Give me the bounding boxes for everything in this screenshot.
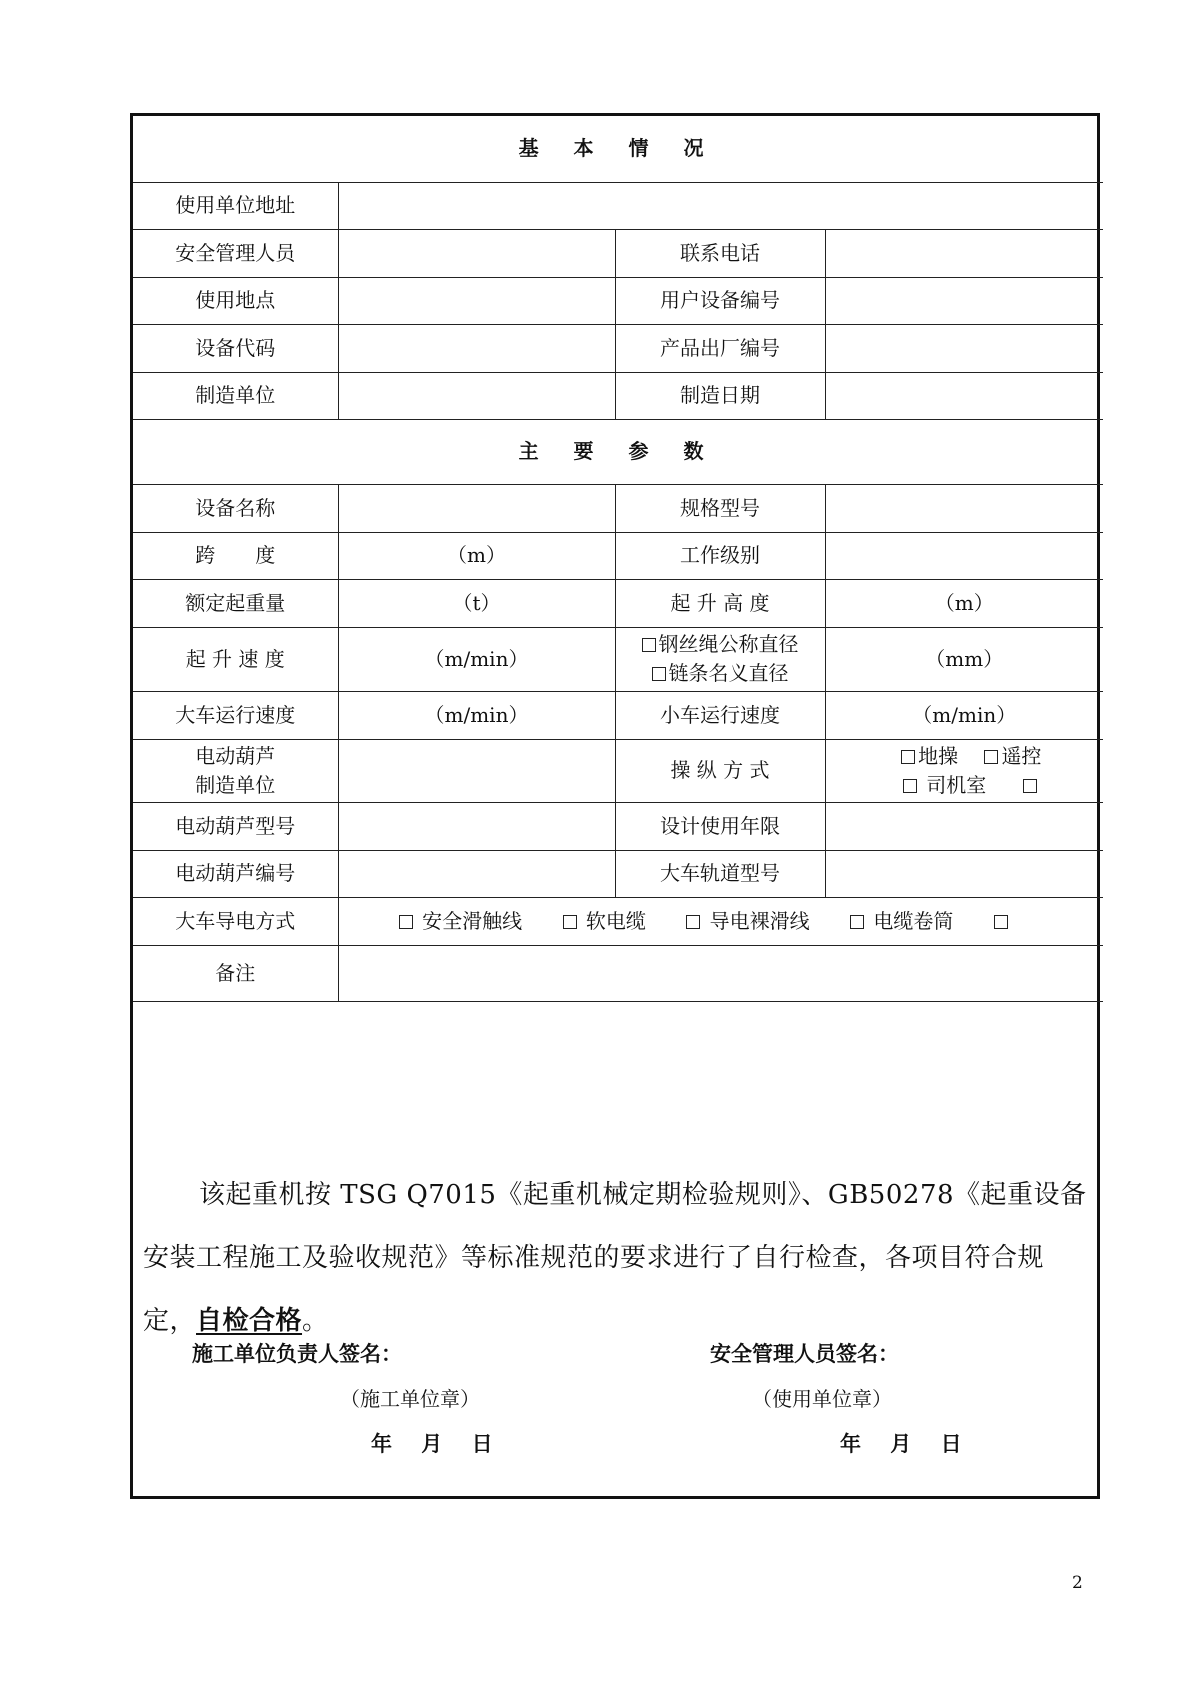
control-option-label: 司机室 — [926, 772, 987, 797]
hoist-manufacturer-line1: 电动葫芦 — [195, 743, 276, 768]
power-option-label: 电缆卷筒 — [873, 908, 954, 933]
checkbox-soft-cable[interactable] — [563, 915, 577, 929]
contractor-date: 年 月 日 — [371, 1432, 493, 1456]
power-option-label: 导电裸滑线 — [709, 908, 810, 933]
statement-line: 安装工程施工及验收规范》等标准规范的要求进行了自行检查，各项目符合规 — [143, 1243, 1045, 1273]
checkbox-remote[interactable] — [984, 750, 998, 764]
safety-manager-signature-label: 安全管理人员签名： — [710, 1342, 899, 1366]
address-label: 使用单位地址 — [133, 182, 338, 229]
work-class-label: 工作级别 — [615, 532, 825, 579]
main-trolley-speed-label: 大车运行速度 — [133, 691, 338, 739]
equip-name-label: 设备名称 — [133, 484, 338, 532]
control-option-label: 地操 — [918, 743, 959, 768]
small-trolley-speed-field[interactable]: （m/min） — [825, 691, 1103, 739]
equip-code-field[interactable] — [338, 324, 615, 372]
manager-label: 安全管理人员 — [133, 229, 338, 277]
hoist-no-label: 电动葫芦编号 — [133, 850, 338, 897]
checkbox-cable-reel[interactable] — [850, 915, 864, 929]
section-title-params: 主 要 参 数 — [133, 419, 1103, 484]
manufacturer-label: 制造单位 — [133, 372, 338, 419]
lift-speed-field[interactable]: （m/min） — [338, 627, 615, 691]
hoist-manufacturer-line2: 制造单位 — [195, 772, 276, 797]
power-option-bare-rail[interactable] — [686, 909, 809, 933]
checkbox-chain[interactable] — [652, 667, 666, 681]
remarks-label: 备注 — [133, 945, 338, 1001]
self-inspection-statement — [143, 1164, 1089, 1353]
inspection-form — [130, 113, 1100, 1499]
statement-text: 定， — [143, 1306, 197, 1336]
user-equip-no-field[interactable] — [825, 277, 1103, 324]
control-option-other[interactable] — [1023, 773, 1040, 797]
rope-diameter-option[interactable] — [624, 630, 817, 659]
section-title-basic: 基 本 情 况 — [133, 116, 1103, 182]
power-option-label: 软电缆 — [585, 908, 646, 933]
rated-load-label: 额定起重量 — [133, 579, 338, 627]
checkbox-bare-rail[interactable] — [686, 915, 700, 929]
work-class-field[interactable] — [825, 532, 1103, 579]
power-option-label: 安全滑触线 — [422, 908, 523, 933]
control-mode-options — [825, 739, 1103, 802]
power-option-other[interactable] — [994, 909, 1011, 933]
location-field[interactable] — [338, 277, 615, 324]
hoist-no-field[interactable] — [338, 850, 615, 897]
equip-name-field[interactable] — [338, 484, 615, 532]
hoist-model-field[interactable] — [338, 802, 615, 850]
power-mode-options — [338, 897, 1103, 945]
hoist-model-label: 电动葫芦型号 — [133, 802, 338, 850]
user-unit-date: 年 月 日 — [840, 1432, 962, 1456]
control-option-cab[interactable] — [903, 773, 986, 797]
factory-no-field[interactable] — [825, 324, 1103, 372]
manufacturer-field[interactable] — [338, 372, 615, 419]
form-table — [133, 116, 1103, 1002]
manufacture-date-field[interactable] — [825, 372, 1103, 419]
lift-height-label: 起 升 高 度 — [615, 579, 825, 627]
hoist-manufacturer-label — [133, 739, 338, 802]
rail-model-label: 大车轨道型号 — [615, 850, 825, 897]
design-life-label: 设计使用年限 — [615, 802, 825, 850]
user-unit-seal-label: （使用单位章） — [752, 1387, 892, 1411]
power-option-soft-cable[interactable] — [563, 909, 646, 933]
rated-load-field[interactable]: （t） — [338, 579, 615, 627]
lift-speed-label: 起 升 速 度 — [133, 627, 338, 691]
control-mode-label: 操 纵 方 式 — [615, 739, 825, 802]
statement-line: 该起重机按 TSG Q7015《起重机械定期检验规则》、GB50278《起重设备 — [199, 1180, 1087, 1210]
small-trolley-speed-label: 小车运行速度 — [615, 691, 825, 739]
chain-diameter-label: 链条名义直径 — [668, 661, 789, 685]
model-field[interactable] — [825, 484, 1103, 532]
power-option-safe-rail[interactable] — [399, 909, 522, 933]
power-mode-label: 大车导电方式 — [133, 897, 338, 945]
remarks-field[interactable] — [338, 945, 1103, 1001]
power-option-cable-reel[interactable] — [850, 909, 953, 933]
phone-field[interactable] — [825, 229, 1103, 277]
checkbox-ground[interactable] — [901, 750, 915, 764]
control-option-ground[interactable] — [901, 744, 958, 768]
contractor-seal-label: （施工单位章） — [340, 1387, 480, 1411]
diameter-type-cell — [615, 627, 825, 691]
control-option-remote[interactable] — [984, 744, 1041, 768]
contractor-signature-label: 施工单位负责人签名： — [192, 1342, 402, 1366]
checkbox-power-other[interactable] — [994, 915, 1008, 929]
hoist-manufacturer-field[interactable] — [338, 739, 615, 802]
location-label: 使用地点 — [133, 277, 338, 324]
diameter-field[interactable]: （mm） — [825, 627, 1103, 691]
rail-model-field[interactable] — [825, 850, 1103, 897]
span-label: 跨 度 — [133, 532, 338, 579]
factory-no-label: 产品出厂编号 — [615, 324, 825, 372]
phone-label: 联系电话 — [615, 229, 825, 277]
lift-height-field[interactable]: （m） — [825, 579, 1103, 627]
rope-diameter-label: 钢丝绳公称直径 — [658, 632, 799, 656]
control-option-label: 遥控 — [1001, 743, 1042, 768]
self-check-passed: 自检合格 — [196, 1306, 303, 1336]
checkbox-other[interactable] — [1023, 779, 1037, 793]
statement-text: 。 — [302, 1306, 329, 1336]
chain-diameter-option[interactable] — [624, 659, 817, 688]
equip-code-label: 设备代码 — [133, 324, 338, 372]
address-field[interactable] — [338, 182, 1103, 229]
checkbox-rope[interactable] — [642, 638, 656, 652]
main-trolley-speed-field[interactable]: （m/min） — [338, 691, 615, 739]
span-field[interactable]: （m） — [338, 532, 615, 579]
user-equip-no-label: 用户设备编号 — [615, 277, 825, 324]
checkbox-cab[interactable] — [903, 779, 917, 793]
manager-field[interactable] — [338, 229, 615, 277]
page-number: 2 — [1072, 1573, 1083, 1593]
design-life-field[interactable] — [825, 802, 1103, 850]
checkbox-safe-rail[interactable] — [399, 915, 413, 929]
model-label: 规格型号 — [615, 484, 825, 532]
manufacture-date-label: 制造日期 — [615, 372, 825, 419]
